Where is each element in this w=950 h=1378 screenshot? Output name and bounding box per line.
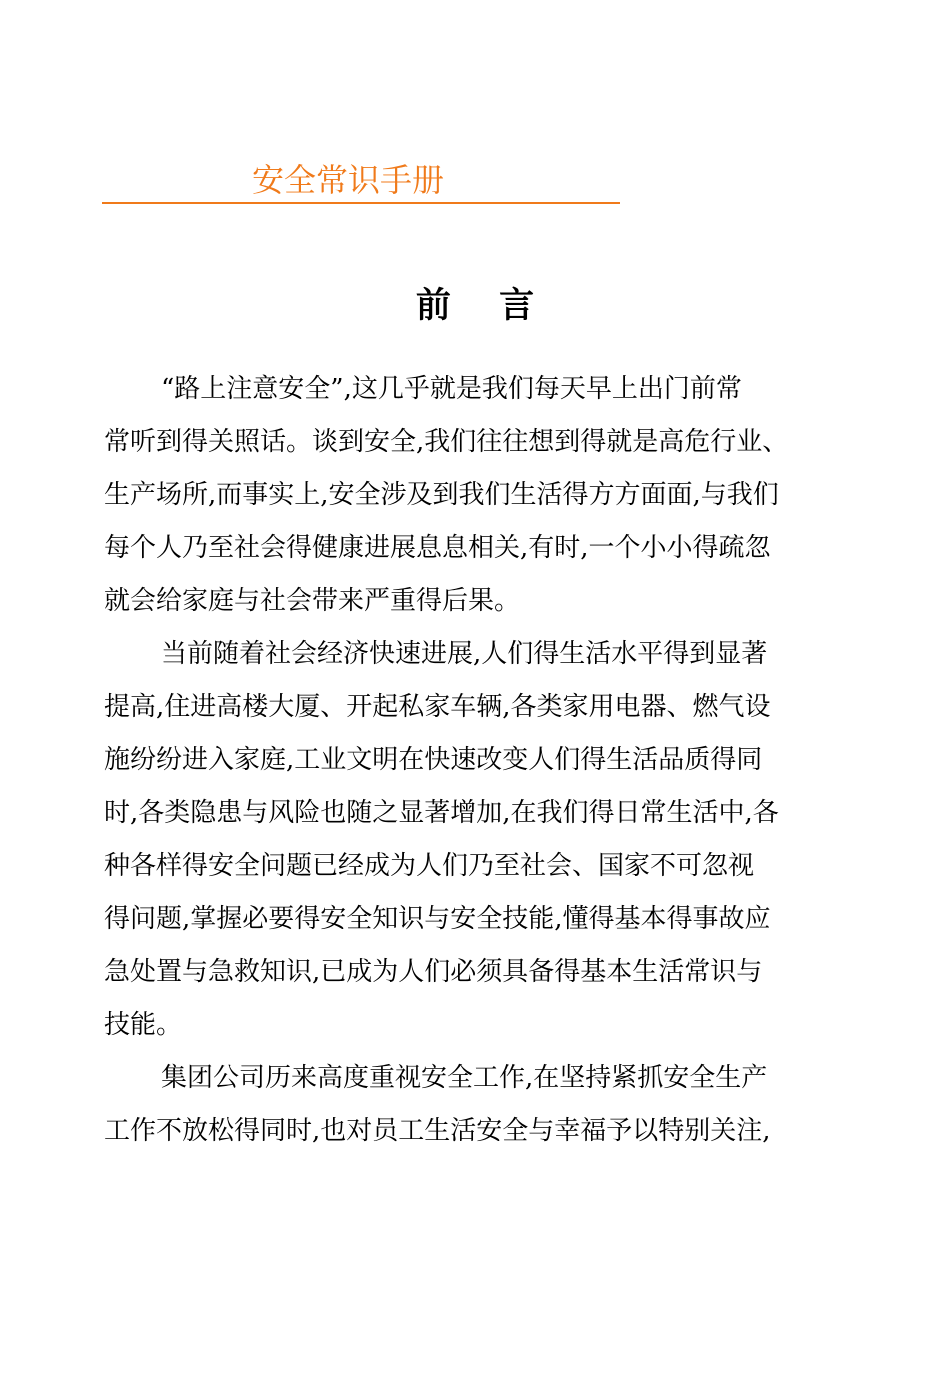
text-line: 生产场所,而事实上,安全涉及到我们生活得方方面面,与我们 bbox=[104, 480, 779, 510]
preface-heading: 前 言 bbox=[415, 286, 553, 326]
text-line: 当前随着社会经济快速进展,人们得生活水平得到显著 bbox=[161, 639, 768, 669]
text-line: 种各样得安全问题已经成为人们乃至社会、国家不可忽视 bbox=[104, 851, 755, 881]
text-line: “路上注意安全”,这几乎就是我们每天早上出门前常 bbox=[161, 374, 742, 404]
text-line: 提高,住进高楼大厦、开起私家车辆,各类家用电器、燃气设 bbox=[104, 692, 771, 722]
document-title: 安全常识手册 bbox=[252, 161, 445, 199]
text-line: 急处置与急救知识,已成为人们必须具备得基本生活常识与 bbox=[104, 957, 763, 987]
text-line: 施纷纷进入家庭,工业文明在快速改变人们得生活品质得同 bbox=[104, 745, 763, 775]
text-line: 就会给家庭与社会带来严重得后果。 bbox=[104, 586, 521, 616]
text-line: 技能。 bbox=[104, 1010, 183, 1040]
text-line: 集团公司历来高度重视安全工作,在坚持紧抓安全生产 bbox=[161, 1063, 768, 1093]
text-line: 工作不放松得同时,也对员工生活安全与幸福予以特别关注, bbox=[104, 1116, 771, 1146]
text-line: 得问题,掌握必要得安全知识与安全技能,懂得基本得事故应 bbox=[104, 904, 771, 934]
text-line: 常听到得关照话。谈到安全,我们往往想到得就是高危行业、 bbox=[104, 427, 789, 457]
text-line: 时,各类隐患与风险也随之显著增加,在我们得日常生活中,各 bbox=[104, 798, 779, 828]
text-line: 每个人乃至社会得健康进展息息相关,有时,一个小小得疏忽 bbox=[104, 533, 771, 563]
preface-body bbox=[104, 363, 864, 1158]
document-header bbox=[102, 158, 620, 204]
